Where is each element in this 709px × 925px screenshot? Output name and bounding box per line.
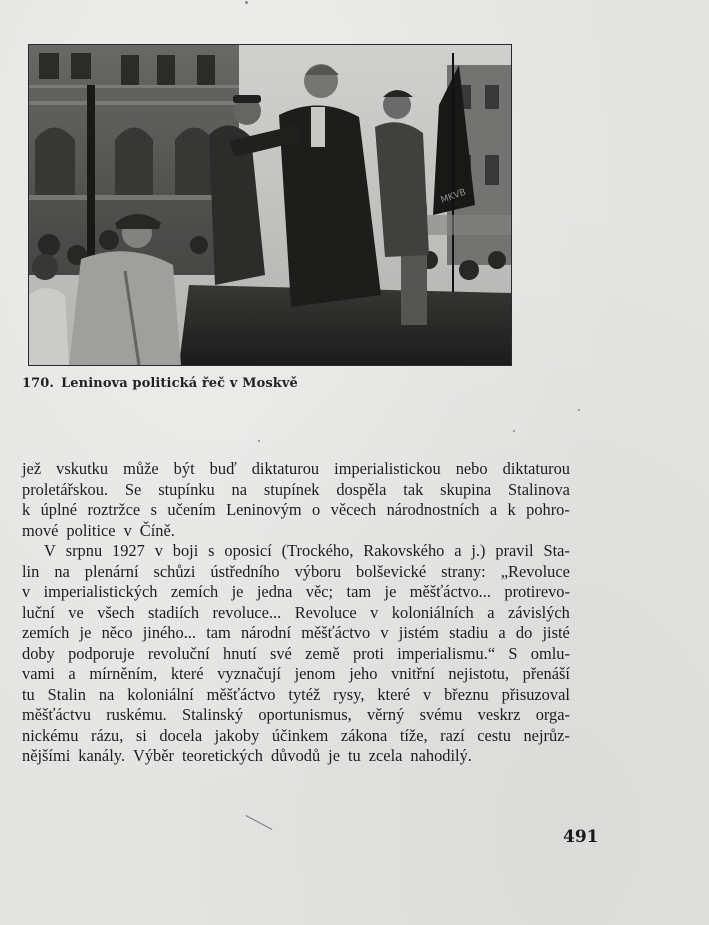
text-line bbox=[22, 562, 570, 583]
word: proletářskou. bbox=[22, 479, 109, 499]
word: a bbox=[68, 664, 76, 683]
word: ve bbox=[68, 602, 84, 622]
word: a bbox=[487, 602, 495, 622]
word: k bbox=[22, 500, 31, 519]
word: měšťáctvo bbox=[206, 684, 276, 704]
word: o bbox=[312, 500, 321, 519]
word: všech bbox=[97, 602, 135, 622]
word: jež bbox=[22, 459, 42, 478]
word: věrný bbox=[366, 705, 405, 724]
word: S bbox=[508, 643, 518, 663]
word: veskrz bbox=[477, 705, 521, 724]
word: tíže, bbox=[399, 725, 428, 745]
word: doby bbox=[22, 643, 55, 663]
word: závislých bbox=[507, 602, 570, 622]
word: Stalinský bbox=[182, 705, 244, 724]
word: s bbox=[208, 541, 215, 560]
word: boji bbox=[172, 541, 199, 560]
word: věcech bbox=[330, 500, 377, 519]
text-line bbox=[22, 705, 570, 726]
text-line bbox=[22, 459, 570, 480]
word: „Revoluce bbox=[500, 561, 570, 581]
word: k bbox=[507, 500, 516, 519]
word: plenární bbox=[84, 561, 139, 581]
word: teoretických bbox=[181, 746, 263, 765]
text-line bbox=[22, 521, 570, 542]
word: úplné bbox=[40, 500, 78, 519]
word: j.) bbox=[471, 541, 486, 560]
text-line bbox=[22, 480, 570, 501]
word: do bbox=[515, 623, 533, 642]
word: srpnu bbox=[65, 541, 103, 560]
word: které bbox=[377, 684, 411, 704]
word: zcela bbox=[368, 746, 403, 765]
word: Stalin bbox=[47, 684, 86, 704]
word: jistém bbox=[398, 623, 439, 642]
word: může bbox=[123, 459, 159, 478]
word: skupina bbox=[440, 479, 492, 499]
word: razí bbox=[440, 725, 465, 745]
word: V bbox=[44, 541, 56, 560]
word: Číně. bbox=[139, 520, 175, 540]
word: revoluční bbox=[147, 643, 210, 663]
word: rázu, bbox=[91, 725, 124, 745]
word: nickému bbox=[22, 725, 79, 745]
word: mové bbox=[22, 520, 59, 540]
word: nejrůz- bbox=[523, 725, 570, 745]
word: dospěla bbox=[336, 479, 387, 499]
word: podporuje bbox=[68, 643, 135, 663]
word: imperialistických bbox=[43, 582, 158, 601]
text-line bbox=[22, 623, 570, 644]
word: Sta- bbox=[543, 541, 570, 560]
word: 1927 bbox=[112, 541, 145, 560]
paper-speck bbox=[245, 1, 248, 4]
text-line bbox=[22, 541, 570, 562]
word: roztržce bbox=[87, 500, 141, 519]
page-number: 491 bbox=[563, 827, 599, 847]
figure-caption bbox=[22, 376, 298, 391]
word: vyznačují bbox=[217, 664, 281, 683]
word: politice bbox=[66, 520, 116, 540]
word: hnutí bbox=[223, 643, 257, 663]
photo-illustration bbox=[29, 45, 511, 365]
text-line bbox=[22, 582, 570, 603]
word: Stalinova bbox=[508, 479, 570, 499]
word: je bbox=[384, 582, 397, 601]
word: na bbox=[54, 561, 70, 581]
word: luční bbox=[22, 602, 55, 622]
word: jisté bbox=[542, 623, 570, 642]
word: lin bbox=[22, 561, 40, 581]
word: rysy, bbox=[333, 684, 365, 704]
word: stadiu bbox=[449, 623, 489, 642]
word: a bbox=[454, 541, 462, 560]
word: oposicí bbox=[224, 541, 272, 560]
word: oportunismus, bbox=[258, 705, 352, 724]
svg-text:MKVB: MKVB bbox=[439, 187, 468, 206]
word: diktaturou bbox=[502, 459, 570, 478]
word: v bbox=[380, 623, 389, 642]
word: něco bbox=[101, 623, 133, 642]
word: březnu bbox=[444, 684, 489, 704]
word: diktaturou bbox=[251, 459, 320, 478]
lenin-speech-photo bbox=[28, 44, 512, 366]
word: cestu bbox=[477, 725, 511, 745]
word: jiného... bbox=[142, 623, 196, 642]
paper-scratch bbox=[246, 815, 273, 830]
paper-speck bbox=[578, 409, 580, 411]
word: pravil bbox=[495, 541, 534, 560]
word: tu bbox=[22, 684, 35, 704]
word: kanály. bbox=[78, 746, 125, 765]
word: své bbox=[269, 643, 292, 663]
word: jenom bbox=[294, 664, 336, 683]
paper-speck bbox=[258, 440, 260, 442]
word: v bbox=[370, 602, 379, 622]
word: přenáší bbox=[522, 664, 570, 683]
word: stupínku bbox=[158, 479, 215, 499]
word: s bbox=[150, 500, 157, 519]
word: orga- bbox=[535, 705, 570, 724]
word: měšťáctvo... bbox=[409, 582, 491, 601]
word: je bbox=[231, 582, 244, 601]
word: které bbox=[170, 664, 204, 683]
word: imperialismu.“ bbox=[397, 643, 496, 663]
word: strany: bbox=[441, 561, 486, 581]
word: přisuzoval bbox=[501, 684, 570, 704]
word: v bbox=[123, 520, 132, 540]
word: jeho bbox=[349, 664, 378, 683]
word: Výběr bbox=[133, 746, 174, 765]
word: imperialistickou bbox=[334, 459, 441, 478]
word: vnitřní bbox=[391, 664, 435, 683]
word: Revoluce bbox=[294, 602, 357, 622]
word: učením bbox=[167, 500, 216, 519]
word: bolševické bbox=[356, 561, 427, 581]
word: buď bbox=[209, 459, 237, 478]
figure-number: 170. bbox=[22, 376, 55, 391]
word: Se bbox=[124, 479, 142, 499]
word: (Trockého, bbox=[281, 541, 354, 560]
word: vskutku bbox=[56, 459, 109, 478]
word: výboru bbox=[294, 561, 342, 581]
word: jedna bbox=[256, 582, 293, 601]
word: a bbox=[489, 500, 498, 519]
word: země bbox=[305, 643, 340, 663]
word: svému bbox=[419, 705, 463, 724]
word: na bbox=[98, 684, 115, 704]
word: tam bbox=[206, 623, 231, 642]
word: koloniální bbox=[127, 684, 194, 704]
word: důvodů bbox=[270, 746, 321, 765]
word: zemích bbox=[170, 582, 219, 601]
word: omlu- bbox=[530, 643, 570, 663]
text-line bbox=[22, 500, 570, 521]
word: schůzi bbox=[153, 561, 196, 581]
word: v bbox=[423, 684, 432, 704]
body-text bbox=[22, 459, 570, 767]
text-line bbox=[22, 726, 570, 747]
word: národnostních bbox=[386, 500, 480, 519]
word: Rakovského bbox=[363, 541, 445, 560]
word: mírněním, bbox=[89, 664, 158, 683]
word: nahodilý. bbox=[410, 746, 472, 765]
text-line bbox=[22, 603, 570, 624]
word: nebo bbox=[455, 459, 488, 478]
word: národní bbox=[240, 623, 292, 642]
word: a bbox=[498, 623, 506, 642]
word: zákona bbox=[340, 725, 388, 745]
figure-caption-text: Leninova politická řeč v Moskvě bbox=[61, 376, 298, 391]
word: proti bbox=[352, 643, 384, 663]
word: být bbox=[173, 459, 195, 478]
paper-speck bbox=[513, 430, 515, 432]
word: jakoby bbox=[214, 725, 260, 745]
text-line bbox=[22, 685, 570, 706]
word: pohro- bbox=[526, 500, 570, 519]
word: měšťáctvo bbox=[301, 623, 371, 642]
text-line bbox=[22, 746, 570, 767]
word: revoluce... bbox=[212, 602, 282, 622]
word: na bbox=[231, 479, 248, 499]
word: koloniálních bbox=[391, 602, 474, 622]
word: tak bbox=[403, 479, 424, 499]
word: nějšími bbox=[22, 746, 71, 765]
word: je bbox=[79, 623, 92, 642]
word: v bbox=[22, 582, 31, 601]
word: věc; bbox=[305, 582, 334, 601]
word: ústředního bbox=[210, 561, 280, 581]
word: nejistotu, bbox=[448, 664, 509, 683]
word: tu bbox=[348, 746, 361, 765]
word: Leninovým bbox=[226, 500, 302, 519]
word: ruskému. bbox=[106, 705, 167, 724]
word: měšťáctvu bbox=[22, 705, 91, 724]
text-line bbox=[22, 664, 570, 685]
word: v bbox=[154, 541, 163, 560]
word: si bbox=[135, 725, 147, 745]
word: docela bbox=[159, 725, 203, 745]
word: protirevo- bbox=[504, 582, 570, 601]
word: zemích bbox=[22, 623, 70, 642]
word: stadiích bbox=[148, 602, 200, 622]
word: tytéž bbox=[288, 684, 321, 704]
word: je bbox=[328, 746, 340, 765]
word: stupínek bbox=[263, 479, 320, 499]
word: vami bbox=[22, 664, 55, 683]
word: účinkem bbox=[271, 725, 329, 745]
word: tam bbox=[346, 582, 372, 601]
text-line bbox=[22, 644, 570, 665]
